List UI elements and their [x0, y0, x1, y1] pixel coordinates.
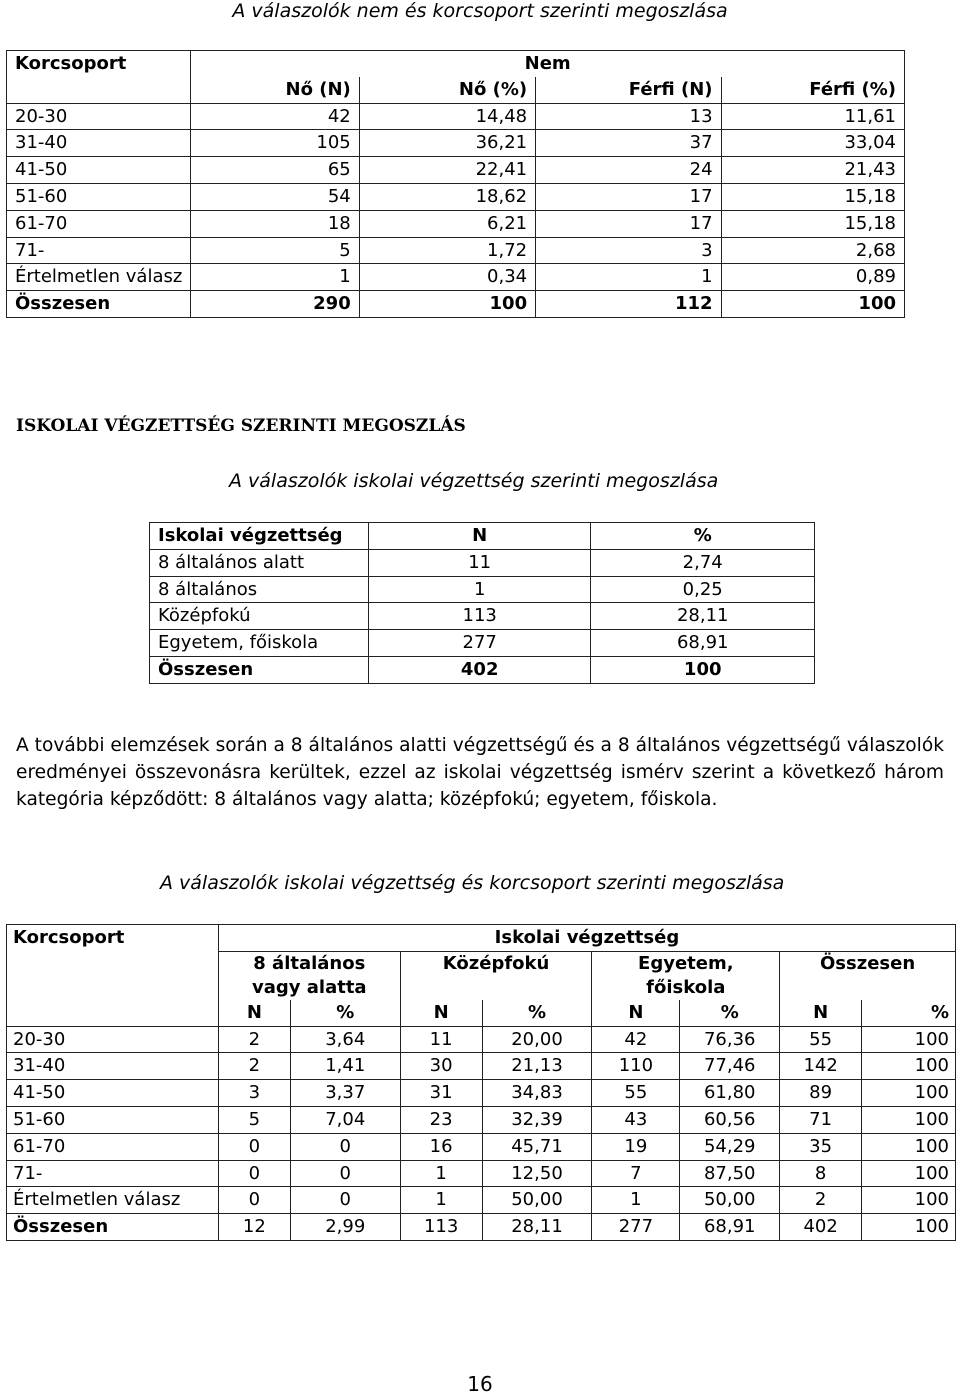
- table-header-row: [7, 925, 956, 952]
- table-cell: 61,80: [680, 1080, 780, 1107]
- column-header: N: [400, 1000, 482, 1026]
- table-cell: 50,00: [482, 1187, 592, 1214]
- table-cell: 0: [218, 1160, 290, 1187]
- table-row: [150, 630, 815, 657]
- table-cell: 5: [191, 237, 359, 264]
- table-cell: 31-40: [7, 130, 191, 157]
- table-cell: 17: [536, 183, 721, 210]
- table-cell: 22,41: [359, 157, 535, 184]
- table-cell: 1: [536, 264, 721, 291]
- table-row: [7, 1187, 956, 1214]
- table-cell: 2,99: [290, 1214, 400, 1241]
- table-row: [7, 130, 905, 157]
- table-cell: 100: [862, 1214, 956, 1241]
- table-cell: 24: [536, 157, 721, 184]
- table-cell: 15,18: [721, 210, 904, 237]
- table-cell: Középfokú: [150, 603, 369, 630]
- table-cell: 55: [592, 1080, 680, 1107]
- education-table: [149, 522, 815, 684]
- table-cell: 100: [862, 1160, 956, 1187]
- table-cell: 41-50: [7, 157, 191, 184]
- table-cell: 51-60: [7, 183, 191, 210]
- table-header-row: [150, 523, 815, 550]
- table-row: [7, 183, 905, 210]
- table-cell: 14,48: [359, 103, 535, 130]
- table-cell: 71: [780, 1106, 862, 1133]
- column-header: %: [290, 1000, 400, 1026]
- table-cell: 37: [536, 130, 721, 157]
- column-header: N: [368, 523, 591, 550]
- table-cell: 61-70: [7, 1133, 219, 1160]
- table-cell: 0: [290, 1187, 400, 1214]
- table-cell: 30: [400, 1053, 482, 1080]
- table-cell: 12,50: [482, 1160, 592, 1187]
- column-header: %: [591, 523, 815, 550]
- table-cell: 87,50: [680, 1160, 780, 1187]
- table-cell: 100: [862, 1106, 956, 1133]
- table-total-row: [150, 656, 815, 683]
- gender-age-table: [6, 50, 905, 318]
- table-cell: 277: [368, 630, 591, 657]
- page-number: 16: [467, 1372, 493, 1396]
- table-cell: 60,56: [680, 1106, 780, 1133]
- table-cell: 402: [780, 1214, 862, 1241]
- table-row: [7, 1106, 956, 1133]
- table-cell: 8 általános: [150, 576, 369, 603]
- iskolai-vegzettseg-header: Iskolai végzettség: [218, 925, 955, 952]
- table-cell: 20-30: [7, 103, 191, 130]
- column-header: Nő (%): [359, 77, 535, 103]
- table2-caption: A válaszolók iskolai végzettség szerinti megoszlása: [229, 470, 719, 492]
- table-cell: 290: [191, 291, 359, 318]
- table-cell: 1: [400, 1160, 482, 1187]
- column-header: N: [780, 1000, 862, 1026]
- table-cell: Egyetem, főiskola: [150, 630, 369, 657]
- table-cell: 42: [191, 103, 359, 130]
- table-subheader-row: [7, 77, 905, 103]
- table-cell: 277: [592, 1214, 680, 1241]
- table-cell: 112: [536, 291, 721, 318]
- table-cell: 0: [218, 1187, 290, 1214]
- table-cell: 77,46: [680, 1053, 780, 1080]
- table-cell: 2,74: [591, 549, 815, 576]
- table-cell: 13: [536, 103, 721, 130]
- table-cell: 11: [368, 549, 591, 576]
- table-cell: 1: [191, 264, 359, 291]
- table-cell: 17: [536, 210, 721, 237]
- table-cell: 100: [591, 656, 815, 683]
- table-cell: 113: [368, 603, 591, 630]
- table-cell: 0: [290, 1133, 400, 1160]
- table-subheader-row: [7, 1000, 956, 1026]
- column-header: N: [592, 1000, 680, 1026]
- table-cell: 31-40: [7, 1053, 219, 1080]
- column-header: Férfi (%): [721, 77, 904, 103]
- table-cell: 28,11: [482, 1214, 592, 1241]
- table-cell: 20,00: [482, 1026, 592, 1053]
- table-cell: 18: [191, 210, 359, 237]
- table-cell: 28,11: [591, 603, 815, 630]
- table-cell: 100: [862, 1080, 956, 1107]
- table-cell: 402: [368, 656, 591, 683]
- table-cell: 71-: [7, 1160, 219, 1187]
- table-row: [7, 237, 905, 264]
- table-cell: 65: [191, 157, 359, 184]
- table-cell: 16: [400, 1133, 482, 1160]
- table-cell: Összesen: [150, 656, 369, 683]
- table-cell: 142: [780, 1053, 862, 1080]
- table-row: [7, 1080, 956, 1107]
- table-cell: 32,39: [482, 1106, 592, 1133]
- table-total-row: [7, 291, 905, 318]
- table-cell: 1,41: [290, 1053, 400, 1080]
- table-cell: 33,04: [721, 130, 904, 157]
- table-cell: 100: [862, 1026, 956, 1053]
- table-cell: 36,21: [359, 130, 535, 157]
- table-cell: 7: [592, 1160, 680, 1187]
- table-cell: 68,91: [591, 630, 815, 657]
- korcsoport-header: Korcsoport: [7, 925, 219, 1000]
- table-cell: 3,37: [290, 1080, 400, 1107]
- table-cell: 42: [592, 1026, 680, 1053]
- table-row: [7, 1133, 956, 1160]
- table-row: [150, 603, 815, 630]
- table-cell: 2: [218, 1053, 290, 1080]
- table-cell: 100: [862, 1133, 956, 1160]
- table-cell: 3,64: [290, 1026, 400, 1053]
- category-header: Összesen: [780, 951, 956, 1000]
- table-row: [7, 210, 905, 237]
- table-cell: 113: [400, 1214, 482, 1241]
- table-cell: 0,34: [359, 264, 535, 291]
- table-cell: Összesen: [7, 291, 191, 318]
- table-cell: 23: [400, 1106, 482, 1133]
- table-cell: Értelmetlen válasz: [7, 1187, 219, 1214]
- table-cell: 1: [400, 1187, 482, 1214]
- table-cell: 100: [862, 1187, 956, 1214]
- table-cell: 76,36: [680, 1026, 780, 1053]
- table-row: [150, 549, 815, 576]
- table-cell: 19: [592, 1133, 680, 1160]
- korcsoport-header: Korcsoport: [7, 51, 191, 77]
- table-cell: 18,62: [359, 183, 535, 210]
- table-cell: 100: [359, 291, 535, 318]
- table-cell: 54: [191, 183, 359, 210]
- table-row: [7, 1026, 956, 1053]
- column-header: %: [680, 1000, 780, 1026]
- table-cell: 68,91: [680, 1214, 780, 1241]
- table-cell: 1: [592, 1187, 680, 1214]
- table-cell: 31: [400, 1080, 482, 1107]
- table-cell: 89: [780, 1080, 862, 1107]
- table-cell: 21,13: [482, 1053, 592, 1080]
- table-row: [7, 103, 905, 130]
- table1-caption: A válaszolók nem és korcsoport szerinti megoszlása: [232, 0, 728, 22]
- table-row: [7, 1053, 956, 1080]
- column-header: Férfi (N): [536, 77, 721, 103]
- table-cell: 8: [780, 1160, 862, 1187]
- table-cell: 2,68: [721, 237, 904, 264]
- table-cell: 6,21: [359, 210, 535, 237]
- column-header: N: [218, 1000, 290, 1026]
- table-cell: Értelmetlen válasz: [7, 264, 191, 291]
- category-header: 8 általános vagy alatta: [218, 951, 400, 1000]
- table-cell: 50,00: [680, 1187, 780, 1214]
- table-cell: 0,89: [721, 264, 904, 291]
- column-header: Iskolai végzettség: [150, 523, 369, 550]
- table-cell: 8 általános alatt: [150, 549, 369, 576]
- table-row: [150, 576, 815, 603]
- table-cell: 0: [218, 1133, 290, 1160]
- table-cell: 11,61: [721, 103, 904, 130]
- table-cell: 1: [368, 576, 591, 603]
- education-age-table: [6, 924, 956, 1241]
- table-cell: 3: [536, 237, 721, 264]
- body-paragraph: A további elemzések során a 8 általános alatti végzettségű és a 8 általános végzettségű válaszolók eredményei összevonásra kerültek, ezzel az iskolai végzettség ismérv szerint a következő három kategória képződött: 8 általános vagy alatta; középfokú; egyetem, főiskola.: [16, 735, 944, 810]
- table-cell: 100: [721, 291, 904, 318]
- column-header: %: [482, 1000, 592, 1026]
- table-cell: 34,83: [482, 1080, 592, 1107]
- table-cell: 5: [218, 1106, 290, 1133]
- table-cell: 21,43: [721, 157, 904, 184]
- table3-caption: A válaszolók iskolai végzettség és korcsoport szerinti megoszlása: [160, 872, 785, 894]
- table-row: [7, 264, 905, 291]
- table-row: [7, 1160, 956, 1187]
- table-cell: 41-50: [7, 1080, 219, 1107]
- table-cell: 0: [290, 1160, 400, 1187]
- section-heading: ISKOLAI VÉGZETTSÉG SZERINTI MEGOSZLÁS: [16, 416, 466, 436]
- table-cell: 110: [592, 1053, 680, 1080]
- table-cell: 43: [592, 1106, 680, 1133]
- category-header: Egyetem, főiskola: [592, 951, 780, 1000]
- table-cell: 1,72: [359, 237, 535, 264]
- table-cell: 45,71: [482, 1133, 592, 1160]
- table-cell: 0,25: [591, 576, 815, 603]
- column-header: %: [862, 1000, 956, 1026]
- table-cell: 55: [780, 1026, 862, 1053]
- nem-header: Nem: [191, 51, 905, 77]
- table-row: [7, 157, 905, 184]
- table-cell: 51-60: [7, 1106, 219, 1133]
- table-cell: 2: [218, 1026, 290, 1053]
- table-cell: Összesen: [7, 1214, 219, 1241]
- table-cell: 15,18: [721, 183, 904, 210]
- column-header: Nő (N): [191, 77, 359, 103]
- table-cell: 35: [780, 1133, 862, 1160]
- table-cell: 54,29: [680, 1133, 780, 1160]
- table-total-row: [7, 1214, 956, 1241]
- table-cell: 61-70: [7, 210, 191, 237]
- table-cell: 7,04: [290, 1106, 400, 1133]
- table-header-row: [7, 51, 905, 77]
- table-cell: 71-: [7, 237, 191, 264]
- table-cell: 105: [191, 130, 359, 157]
- table-cell: 12: [218, 1214, 290, 1241]
- table-cell: 3: [218, 1080, 290, 1107]
- category-header: Középfokú: [400, 951, 592, 1000]
- table-cell: 20-30: [7, 1026, 219, 1053]
- table-cell: 100: [862, 1053, 956, 1080]
- table-cell: 11: [400, 1026, 482, 1053]
- table-cell: 2: [780, 1187, 862, 1214]
